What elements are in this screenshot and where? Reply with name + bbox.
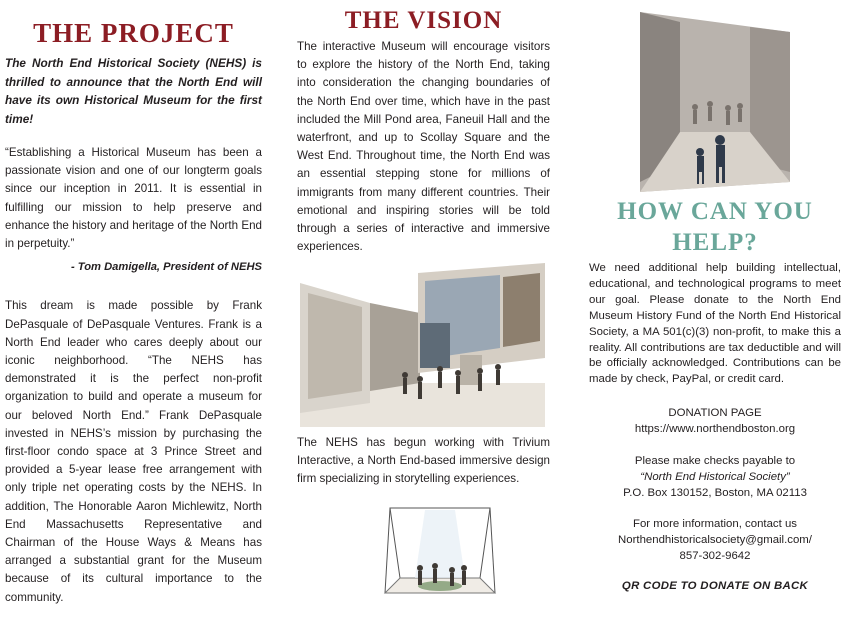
vision-heading: THE VISION xyxy=(344,7,503,34)
help-heading-line1: HOW CAN YOU xyxy=(617,198,813,225)
trivium-text: The NEHS has begun working with Trivium Interactive, a North End-based immersive design firm specializing in storytelling experiences. xyxy=(297,436,550,486)
project-attribution: - Tom Damigella, President of NEHS xyxy=(70,261,262,274)
project-intro: The North End Historical Society (NEHS) is thrilled to announce that the North End will have its own Historical Museum for the first time! xyxy=(5,56,262,126)
help-body: We need additional help building intellectual, educational, and technological programs to meet our goal. Please donate to the North End Museum History Fund of the North End Historical Society, a MA 501(c)(3) non-profit, to make this a reality. All contributions are tax deductible and will be officially acknowledged. Contributions can be made by check, PayPal, or credit card. xyxy=(589,262,841,386)
contact-phone: 857-302-9642 xyxy=(679,549,751,562)
contact-email[interactable]: Northendhistoricalsociety@gmail.com/ xyxy=(618,533,812,546)
help-column xyxy=(589,0,841,594)
qr-note: QR CODE TO DONATE ON BACK xyxy=(621,579,809,592)
mailing-address: P.O. Box 130152, Boston, MA 02113 xyxy=(623,486,807,499)
interactive-exhibit-illustration xyxy=(380,498,500,608)
project-body: This dream is made possible by Frank DePasquale of DePasquale Ventures. Frank is a North End leader who cares deeply about our iconic neighborhood. “The NEHS has demonstrated it is the perfect non-profit organization to build and operate a museum for our beloved North End.” Frank DePasquale invested in NEHS’s mission by purchasing the first-floor condo space at 3 Prince Street and provided a 5-year lease free arrangement with only triple net operating costs by the NEHS. In addition, The Honorable Aaron Michlewitz, North End Massachusetts Representative and Chairman of the House Ways & Means has arranged a substantial grant for the Museum because of its cultural importance to the community. xyxy=(5,299,262,604)
project-column xyxy=(5,0,262,607)
checks-payee: “North End Historical Society” xyxy=(640,470,790,483)
donation-url[interactable]: https://www.northendboston.org xyxy=(634,423,796,436)
info-label: For more information, contact us xyxy=(633,517,797,530)
help-heading-line2: HELP? xyxy=(672,229,758,256)
vision-body: The interactive Museum will encourage visitors to explore the history of the North End, taking into consideration the changing boundaries of the North End over time, which have in the past included the Mill Pond area, Faneuil Hall and the waterfront, and up to Scollay Square and the West End. Throughout time, the North End was an essential stepping stone for millions of immigrants from many different countries. Their emotional and inspiring stories will be told through a series of interactive and immersive experiences. xyxy=(297,40,550,254)
museum-gallery-illustration xyxy=(300,263,545,427)
vision-column xyxy=(297,0,550,256)
project-heading: THE PROJECT xyxy=(33,18,234,48)
donation-label: DONATION PAGE xyxy=(668,407,762,420)
project-quote: “Establishing a Historical Museum has been a passionate vision and one of our longterm goals since our inception in 2011. It is essential in fulfilling our mission to help preserve and enhance the history and heritage of the North End in perpetuity.” xyxy=(5,146,262,251)
checks-label: Please make checks payable to xyxy=(634,455,796,468)
